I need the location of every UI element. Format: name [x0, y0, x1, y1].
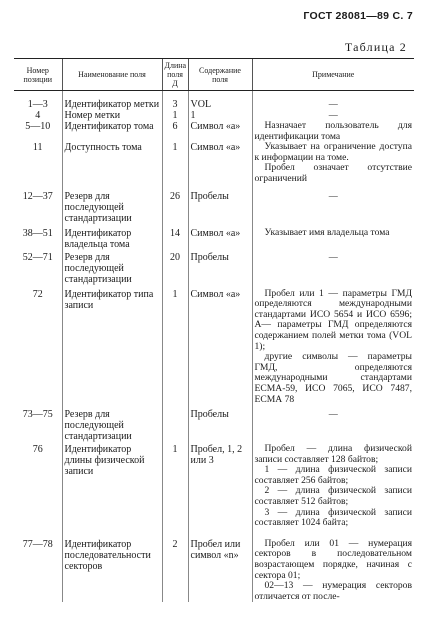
cell-field-name: Идентификатор тома [62, 121, 162, 142]
cell-position-number: 52—71 [22, 251, 53, 263]
col-header-note: Примечание [252, 59, 414, 91]
cell-note [252, 442, 414, 529]
cell-field-length [162, 405, 188, 442]
table-row [14, 250, 414, 285]
table-row [14, 224, 414, 250]
note-paragraph: Пробел означает отсутствие ограничений [254, 162, 412, 184]
cell-note [252, 285, 414, 406]
note-paragraph: 2 — длина физической записи составляет 512 байтов; [254, 485, 412, 508]
cell-field-content: Пробелы [188, 185, 252, 224]
cell-field-length: 14 [162, 224, 188, 250]
table-row [14, 529, 414, 603]
cell-field-name: Идентификатор метки [62, 91, 162, 111]
table-row [14, 442, 414, 529]
cell-position-number: 11 [32, 142, 43, 154]
col-header-len: Длина поля Д [162, 59, 188, 91]
col-header-num: Номер позиции [14, 59, 62, 91]
cell-field-length: 1 [162, 142, 188, 184]
table-header-row [14, 59, 414, 91]
cell-note [252, 405, 414, 442]
cell-note [252, 224, 414, 250]
dash-mark: — [328, 251, 338, 262]
table-row [14, 405, 414, 442]
cell-field-length: 3 [162, 91, 188, 111]
cell-field-content: Пробел или символ «n» [188, 529, 252, 603]
cell-field-length: 1 [162, 110, 188, 121]
table-row [14, 285, 414, 406]
cell-field-name: Идентификатор длины физической записи [62, 442, 162, 529]
col-header-content: Содержание поля [188, 59, 252, 91]
page-header: ГОСТ 28081—89 С. 7 [303, 10, 413, 22]
cell-position-number: 72 [32, 288, 43, 300]
cell-field-length: 20 [162, 250, 188, 285]
cell-field-name: Идентификатор последовательности секторов [62, 529, 162, 603]
cell-position-number: 76 [32, 444, 43, 456]
note-paragraph: Указывает на ограничение доступа к информации на томе. [254, 141, 412, 163]
cell-field-length: 6 [162, 121, 188, 142]
cell-field-content: Пробелы [188, 405, 252, 442]
cell-note [252, 142, 414, 184]
col-header-name: Наименование поля [62, 59, 162, 91]
cell-field-content: Пробелы [188, 250, 252, 285]
cell-note [252, 529, 414, 603]
cell-note [252, 121, 414, 142]
note-paragraph: Пробел или 1 — параметры ГМД определяются международными стандартами ИСО 5654 и ИСО 6596; A— параметры ГМД определяются содержанием полей метки тома (VOL 1); [254, 287, 412, 352]
table-row [14, 142, 414, 184]
cell-field-name: Доступность тома [62, 142, 162, 184]
cell-field-length: 1 [162, 285, 188, 406]
cell-field-length: 2 [162, 529, 188, 603]
dash-mark: — [328, 409, 338, 420]
cell-note [252, 91, 414, 111]
note-paragraph: 1 — длина физической записи составляет 256 байтов; [254, 464, 412, 486]
cell-field-name: Резерв для последующей стандартизации [62, 250, 162, 285]
note-paragraph: 02—13 — нумерация секторов отличается от после- [254, 580, 412, 602]
cell-field-content: Пробел, 1, 2 или 3 [188, 442, 252, 529]
cell-position-number: 1—3 [27, 99, 48, 110]
cell-field-name: Резерв для последующей стандартизации [62, 185, 162, 224]
cell-position-number: 5—10 [25, 121, 51, 132]
cell-field-length: 26 [162, 185, 188, 224]
dash-mark: — [328, 110, 338, 120]
note-paragraph: Пробел или 01 — нумерация секторов в последовательном возрастающем порядке, начиная с сектора 01; [254, 537, 412, 581]
dash-mark: — [328, 190, 338, 201]
cell-position-number: 77—78 [22, 538, 53, 550]
cell-note [252, 250, 414, 285]
note-paragraph: 3 — длина физической записи составляет 1024 байта; [254, 506, 412, 529]
cell-field-content: Символ «а» [188, 121, 252, 142]
table-row [14, 121, 414, 142]
table-row [14, 91, 414, 111]
cell-field-name: Номер метки [62, 110, 162, 121]
cell-position-number: 12—37 [22, 190, 53, 202]
note-paragraph: Указывает имя владельца тома [264, 226, 390, 238]
note-paragraph: Пробел — длина физической записи составляет 128 байтов; [254, 443, 412, 465]
cell-note [252, 185, 414, 224]
cell-position-number: 4 [35, 110, 41, 121]
cell-field-content: Символ «а» [188, 142, 252, 184]
fields-table [14, 58, 414, 602]
cell-field-content: 1 [188, 110, 252, 121]
note-paragraph: другие символы — параметры ГМД, определяются международными стандартами ЕСМА-59, ИСО 7065, ИСО 7487, ЕСМА 78 [254, 351, 412, 405]
cell-field-name: Идентификатор типа записи [62, 285, 162, 406]
table-title: Таблица 2 [344, 40, 407, 54]
table-row [14, 185, 414, 224]
note-paragraph: Назначает пользователь для идентификации тома [254, 120, 412, 142]
cell-field-content: Символ «а» [188, 285, 252, 406]
dash-mark: — [328, 99, 338, 109]
cell-field-name: Резерв для последующей стандартизации [62, 405, 162, 442]
cell-field-name: Идентификатор владельца тома [62, 224, 162, 250]
cell-field-content: VOL [188, 91, 252, 111]
cell-field-length: 1 [162, 442, 188, 529]
cell-position-number: 73—75 [22, 409, 53, 421]
cell-field-content: Символ «а» [188, 224, 252, 250]
cell-position-number: 38—51 [22, 227, 53, 239]
